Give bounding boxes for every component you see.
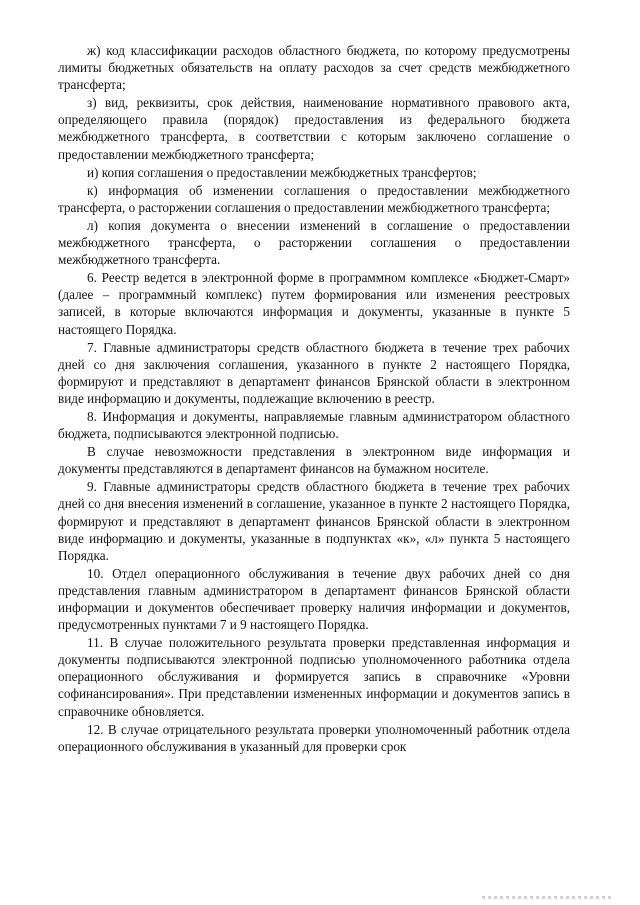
scan-artifact	[482, 896, 612, 899]
paragraph-10: 10. Отдел операционного обслуживания в течение двух рабочих дней со дня представления главным администратором в департамент финансов Брянской области информации и документов обеспечивает проверку наличия информации и документов, предусмотренных пунктами 7 и 9 настоящего Порядка.	[58, 565, 570, 633]
paragraph-l: л) копия документа о внесении изменений в соглашение о предоставлении межбюджетного трансферта, о расторжении соглашения о предоставлении межбюджетного трансферта.	[58, 217, 570, 268]
paragraph-zh: ж) код классификации расходов областного бюджета, по которому предусмотрены лимиты бюджетных обязательств на оплату расходов за счет средств межбюджетного трансферта;	[58, 43, 570, 93]
paragraph-i: и) копия соглашения о предоставлении межбюджетных трансфертов;	[87, 164, 477, 180]
paragraph-z: з) вид, реквизиты, срок действия, наименование нормативного правового акта, определяющего правила (порядок) предоставления из федерального бюджета межбюджетного трансферта, в соответствии с которым заключено соглашение о предоставлении межбюджетного трансферта;	[58, 95, 570, 162]
paragraph-7: 7. Главные администраторы средств областного бюджета в течение трех рабочих дней со дня заключения соглашения, указанного в пункте 2 настоящего Порядка, формируют и представляют в департамент финансов Брянской области в электронном виде информацию и документы, подлежащие включению в реестр.	[58, 339, 570, 406]
paragraph-9: 9. Главные администраторы средств областного бюджета в течение трех рабочих дней со дня внесения изменений в соглашение, указанное в пункте 2 настоящего Порядка, формируют и представляют в департамент финансов Брянской области в электронном виде информацию и документы, указанные в подпунктах «к», «л» пункта 5 настоящего Порядка.	[58, 479, 570, 563]
paragraph-8: 8. Информация и документы, направляемые главным администратором областного бюджета, подписываются электронной подписью.	[58, 408, 570, 442]
document-page	[58, 42, 570, 755]
paragraph-11: 11. В случае положительного результата проверки представленная информация и документы подписываются электронной подписью уполномоченного работника отдела операционного обслуживания и формируется запись в справочнике «Уровни софинансирования». При представлении измененных информации и документов запись в справочнике обновляется.	[58, 635, 570, 719]
paragraph-12: 12. В случае отрицательного результата проверки уполномоченный работник отдела операционного обслуживания в указанный для проверки срок	[58, 721, 570, 754]
paragraph-6: 6. Реестр ведется в электронной форме в программном комплексе «Бюджет-Смарт» (далее – программный комплекс) путем формирования или изменения реестровых записей, в которые включаются информация и документы, указанные в пункте 5 настоящего Порядка.	[58, 270, 570, 337]
paragraph-k: к) информация об изменении соглашения о предоставлении межбюджетного трансферта, о расторжении соглашения о предоставлении межбюджетного трансферта;	[58, 182, 570, 215]
paragraph-8-continued: В случае невозможности представления в электронном виде информация и документы представляются в департамент финансов на бумажном носителе.	[58, 444, 570, 477]
